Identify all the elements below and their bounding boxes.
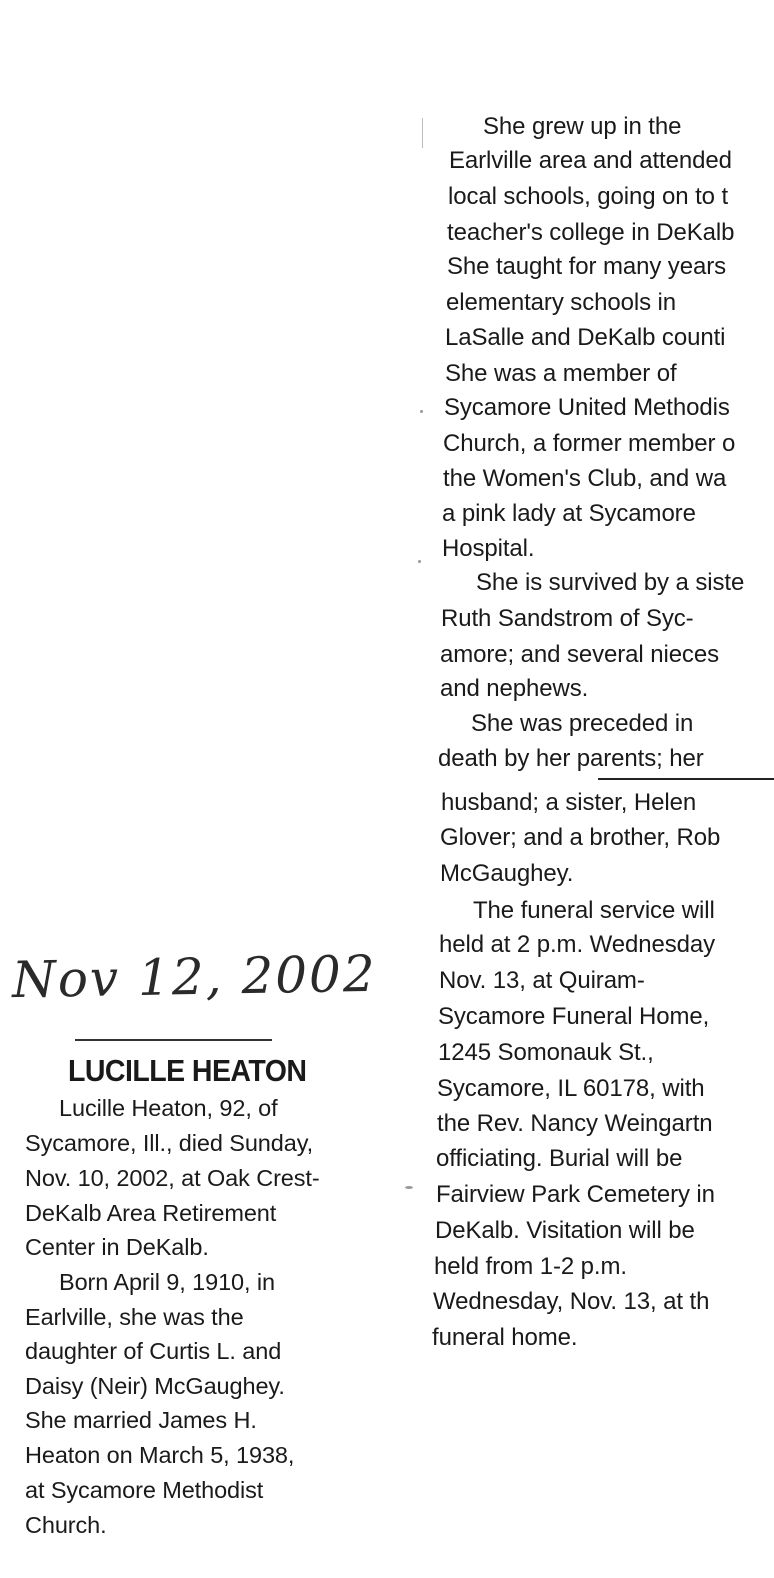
right-line: She was preceded in — [471, 710, 694, 737]
heading-rule — [75, 1039, 272, 1041]
right-line: husband; a sister, Helen — [441, 789, 697, 816]
right-line: amore; and several nieces — [440, 641, 719, 668]
left-line: Daisy (Neir) McGaughey. — [25, 1373, 285, 1399]
right-line: Glover; and a brother, Rob — [440, 824, 721, 851]
scan-speck — [418, 560, 421, 563]
right-line: The funeral service will — [473, 897, 715, 924]
right-line: funeral home. — [432, 1324, 578, 1351]
right-line: officiating. Burial will be — [436, 1145, 683, 1172]
right-line: Hospital. — [442, 535, 535, 562]
column-fold-mark — [422, 118, 423, 148]
left-line: Church. — [25, 1512, 107, 1538]
right-line: the Rev. Nancy Weingartn — [437, 1110, 713, 1137]
left-line: DeKalb Area Retirement — [25, 1200, 277, 1226]
right-line: Ruth Sandstrom of Syc- — [441, 605, 694, 632]
right-line: Earlville area and attended — [449, 147, 732, 174]
right-line: 1245 Somonauk St., — [438, 1039, 654, 1066]
right-line: death by her parents; her — [438, 745, 704, 772]
right-line: Nov. 13, at Quiram- — [439, 967, 645, 994]
right-line: the Women's Club, and wa — [443, 465, 727, 492]
left-line: Born April 9, 1910, in — [59, 1269, 275, 1295]
right-line: Church, a former member o — [443, 430, 736, 457]
right-line: She was a member of — [445, 360, 677, 387]
left-line: Earlville, she was the — [25, 1304, 244, 1330]
right-line: DeKalb. Visitation will be — [435, 1217, 695, 1244]
right-line: She grew up in the — [483, 113, 682, 140]
right-line: elementary schools in — [446, 289, 677, 316]
right-line: Sycamore Funeral Home, — [438, 1003, 710, 1030]
left-line: Sycamore, Ill., died Sunday, — [25, 1130, 314, 1156]
right-line: held at 2 p.m. Wednesday — [439, 931, 715, 958]
left-line: Center in DeKalb. — [25, 1234, 209, 1260]
right-line: a pink lady at Sycamore — [442, 500, 696, 527]
right-line: McGaughey. — [440, 860, 574, 887]
left-line: Heaton on March 5, 1938, — [25, 1442, 295, 1468]
right-line: Sycamore United Methodis — [444, 394, 730, 421]
right-line: LaSalle and DeKalb counti — [445, 324, 726, 351]
right-line: teacher's college in DeKalb — [447, 219, 735, 246]
left-line: daughter of Curtis L. and — [25, 1338, 282, 1364]
left-line: Nov. 10, 2002, at Oak Crest- — [25, 1165, 320, 1191]
left-line: at Sycamore Methodist — [25, 1477, 264, 1503]
right-line: and nephews. — [440, 675, 589, 702]
right-line: Wednesday, Nov. 13, at th — [433, 1288, 710, 1315]
scan-speck — [420, 410, 423, 413]
handwritten-date: Nov 12, 2002 — [11, 944, 378, 1010]
obituary-heading: LUCILLE HEATON — [68, 1053, 307, 1088]
scan-speck — [405, 1186, 413, 1189]
right-line: held from 1-2 p.m. — [434, 1253, 627, 1280]
left-line: She married James H. — [25, 1407, 257, 1433]
right-line: Sycamore, IL 60178, with — [437, 1075, 705, 1102]
right-line: Fairview Park Cemetery in — [436, 1181, 715, 1208]
right-line: She is survived by a siste — [476, 569, 745, 596]
right-line: local schools, going on to t — [448, 183, 729, 210]
underline-mark — [598, 778, 774, 780]
left-line: Lucille Heaton, 92, of — [59, 1095, 278, 1121]
right-line: She taught for many years — [447, 253, 726, 280]
